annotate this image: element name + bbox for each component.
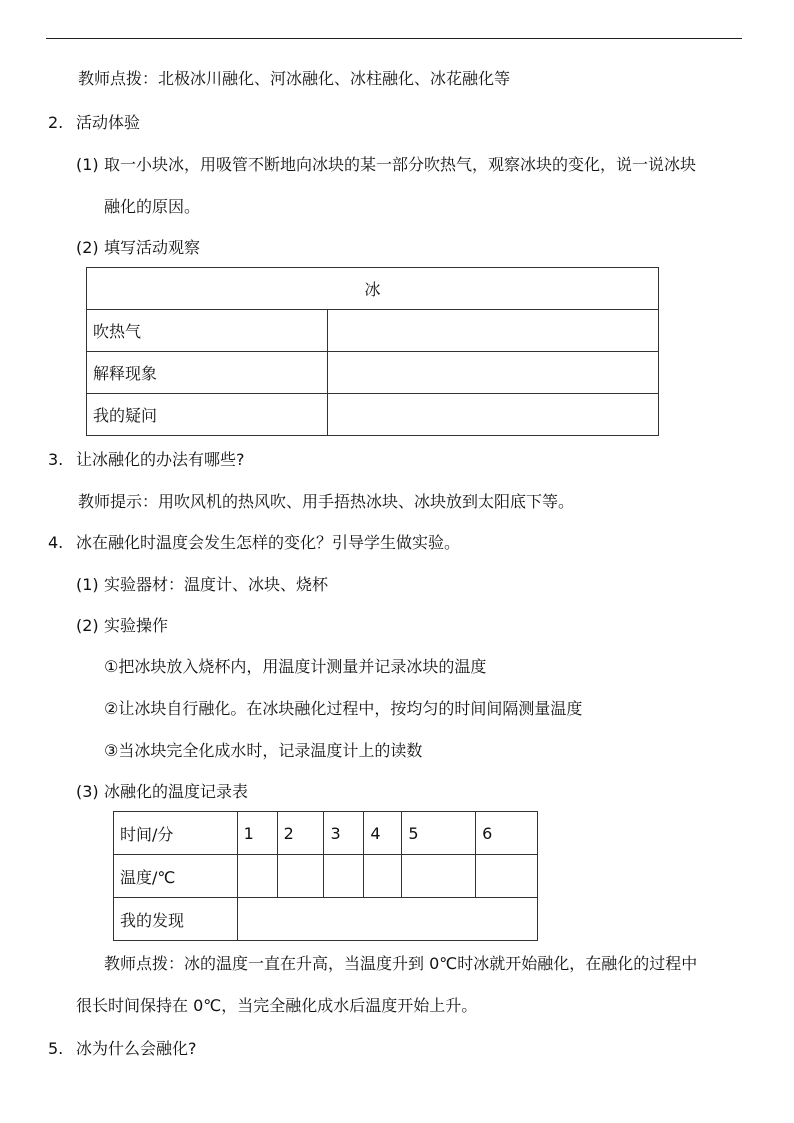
time-cell: 1 — [237, 812, 277, 855]
experiment-step: ②让冰块自行融化。在冰块融化过程中，按均匀的时间间隔测量温度 — [104, 699, 583, 718]
section-4-item-3 — [76, 781, 248, 803]
table-cell-empty — [327, 394, 658, 436]
table-cell-empty — [277, 855, 324, 898]
section-4-heading — [48, 532, 460, 554]
item-number: (2) — [76, 238, 99, 257]
item-text: 实验操作 — [104, 616, 169, 635]
section-title: 冰在融化时温度会发生怎样的变化？引导学生做实验。 — [76, 533, 461, 552]
time-cell: 2 — [277, 812, 324, 855]
item-number: (1) — [76, 155, 99, 174]
teacher-hint-intro: 教师点拨：北极冰川融化、河冰融化、冰柱融化、冰花融化等 — [78, 69, 511, 88]
table-row-label: 吹热气 — [87, 310, 328, 352]
temperature-record-table — [113, 811, 538, 941]
header-rule — [46, 38, 742, 39]
section-4-teacher-hint: 教师点拨：冰的温度一直在升高，当温度升到 0℃时冰就开始融化，在融化的过程中 — [104, 954, 698, 973]
item-number: (1) — [76, 575, 99, 594]
item-text: 冰融化的温度记录表 — [104, 782, 249, 801]
section-title: 活动体验 — [76, 113, 141, 132]
time-cell: 3 — [324, 812, 364, 855]
section-2-item-1-cont: 融化的原因。 — [104, 197, 201, 216]
table-row-label: 我的疑问 — [87, 394, 328, 436]
section-number: 2. — [48, 113, 64, 132]
section-4-item-1 — [76, 574, 328, 596]
time-row-label: 时间/分 — [114, 812, 238, 855]
table-cell-empty — [237, 898, 537, 941]
experiment-step: ①把冰块放入烧杯内，用温度计测量并记录冰块的温度 — [104, 657, 487, 676]
section-5-heading — [48, 1038, 197, 1060]
table-row-label: 解释现象 — [87, 352, 328, 394]
discovery-row-label: 我的发现 — [114, 898, 238, 941]
table-cell-empty — [237, 855, 277, 898]
section-title: 让冰融化的办法有哪些? — [76, 450, 245, 469]
item-text: 取一小块冰，用吸管不断地向冰块的某一部分吹热气，观察冰块的变化，说一说冰块 — [104, 155, 697, 174]
section-2-item-1 — [76, 154, 696, 176]
table-cell-empty — [476, 855, 538, 898]
time-cell: 5 — [402, 812, 476, 855]
section-3-hint: 教师提示：用吹风机的热风吹、用手捂热冰块、冰块放到太阳底下等。 — [78, 492, 575, 511]
section-2-heading — [48, 112, 140, 134]
section-4-item-2 — [76, 615, 168, 637]
table-cell-empty — [327, 310, 658, 352]
section-title: 冰为什么会融化? — [76, 1039, 197, 1058]
table-cell-empty — [364, 855, 402, 898]
time-cell: 4 — [364, 812, 402, 855]
time-cell: 6 — [476, 812, 538, 855]
item-text: 实验器材：温度计、冰块、烧杯 — [104, 575, 329, 594]
experiment-step: ③当冰块完全化成水时，记录温度计上的读数 — [104, 741, 423, 760]
observation-table — [86, 267, 659, 436]
section-number: 4. — [48, 533, 64, 552]
table-cell-empty — [324, 855, 364, 898]
item-text: 填写活动观察 — [104, 238, 201, 257]
section-number: 5. — [48, 1039, 64, 1058]
item-number: (2) — [76, 616, 99, 635]
table-cell-empty — [327, 352, 658, 394]
section-number: 3. — [48, 450, 64, 469]
observation-table-header: 冰 — [87, 268, 659, 310]
section-2-item-2 — [76, 237, 200, 259]
item-number: (3) — [76, 782, 99, 801]
temperature-row-label: 温度/℃ — [114, 855, 238, 898]
table-cell-empty — [402, 855, 476, 898]
section-4-teacher-hint-cont: 很长时间保持在 0℃，当完全融化成水后温度开始上升。 — [76, 996, 478, 1015]
section-3-heading — [48, 449, 245, 471]
